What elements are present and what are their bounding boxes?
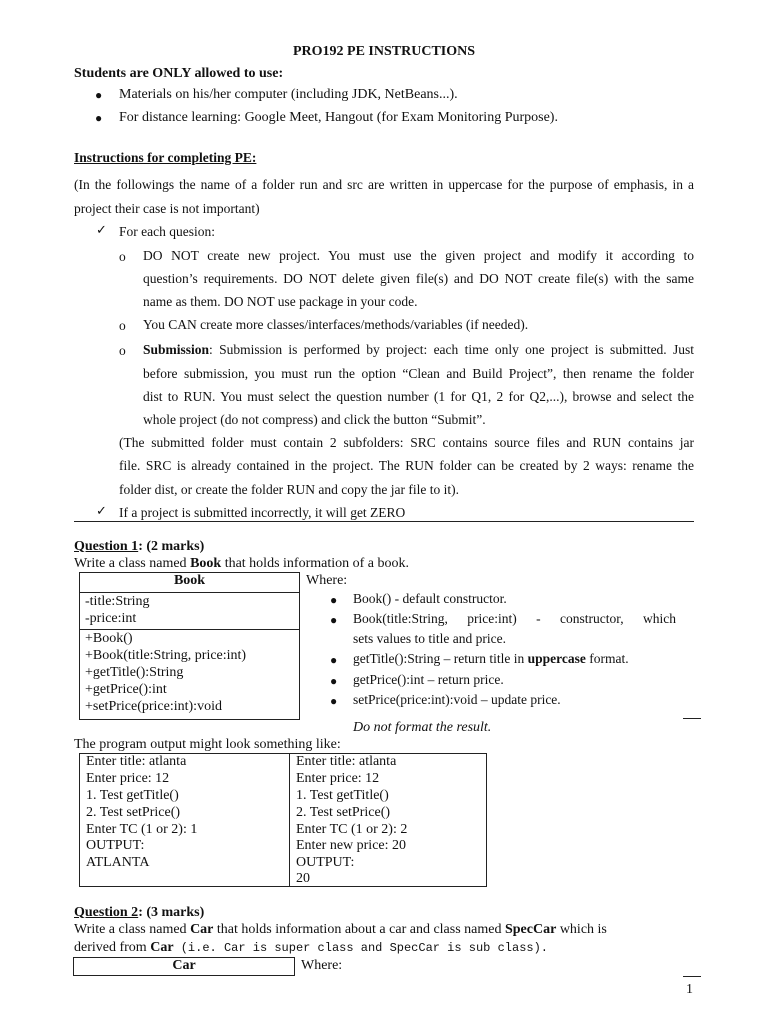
q1-marks: : (2 marks): [138, 539, 205, 554]
submission-line: [143, 342, 694, 358]
sub-item-line: DO NOT create new project. You must use the given project and modify it according to: [143, 248, 694, 263]
output-left-line: Enter TC (1 or 2): 1: [86, 822, 198, 837]
allowed-item: For distance learning: Google Meet, Hangout (for Exam Monitoring Purpose).: [119, 110, 558, 125]
sub-bullet-icon: o: [119, 343, 126, 358]
checkmark-icon: ✓: [96, 222, 107, 237]
output-left-line: OUTPUT:: [86, 838, 145, 853]
q1-desc-text: that holds information of a book.: [221, 556, 409, 571]
q1-note: Do not format the result.: [353, 720, 492, 735]
uml-class-name: Car: [172, 958, 196, 973]
bullet-icon: ●: [330, 674, 338, 688]
where-item: [353, 651, 629, 667]
q2-class-name: Car: [190, 922, 214, 937]
output-right-line: Enter TC (1 or 2): 2: [296, 822, 408, 837]
bullet-icon: ●: [330, 694, 338, 708]
where-text: format.: [585, 651, 629, 666]
uml-class-name: Book: [173, 573, 206, 588]
q2-mono-text: (i.e. Car is super class and SpecCar is sub class).: [173, 941, 548, 955]
where-text: getTitle():String – return title in: [353, 651, 528, 666]
where-emphasis: uppercase: [527, 651, 586, 666]
page-title: PRO192 PE INSTRUCTIONS: [292, 44, 476, 59]
sub-bullet-icon: o: [119, 249, 126, 264]
q2-text: that holds information about a car and class named: [216, 922, 502, 937]
uml-method: +Book(): [85, 631, 133, 646]
uml-divider: [79, 629, 300, 630]
uml-method: +Book(title:String, price:int): [85, 648, 247, 663]
q2-text: Write a class named: [74, 922, 187, 937]
check-item: If a project is submitted incorrectly, it will get ZERO: [119, 505, 406, 520]
checkmark-icon: ✓: [96, 503, 107, 518]
q2-label: Question 2: [74, 905, 139, 920]
sub-item-line: name as them. DO NOT use package in your code.: [143, 294, 418, 309]
output-left-line: 2. Test setPrice(): [86, 805, 181, 820]
intro-line: (In the followings the name of a folder run and src are written in uppercase for the purpose of emphasis, in a: [74, 177, 694, 192]
output-left-line: 1. Test getTitle(): [86, 788, 179, 803]
output-left-line: Enter title: atlanta: [86, 754, 187, 769]
bullet-icon: ●: [330, 613, 338, 627]
check-item: For each quesion:: [119, 224, 215, 239]
note-line: folder dist, or create the folder RUN and copy the jar file to it).: [119, 482, 460, 497]
q1-label: Question 1: [74, 539, 139, 554]
note-line: (The submitted folder must contain 2 subfolders: SRC contains source files and RUN contains jar: [119, 435, 694, 450]
sub-bullet-icon: o: [119, 318, 126, 333]
output-right-line: 20: [296, 871, 310, 886]
footer-rule: [683, 976, 701, 977]
sub-item-line: You CAN create more classes/interfaces/methods/variables (if needed).: [143, 317, 529, 332]
q2-description-line1: [74, 922, 691, 938]
q2-text: derived from: [74, 940, 151, 955]
bullet-icon: ●: [95, 111, 103, 125]
page-number: 1: [686, 982, 693, 997]
q2-heading: [74, 905, 204, 921]
q2-class-name: SpecCar: [504, 922, 557, 937]
uml-field: -price:int: [85, 611, 137, 626]
q2-text: which is: [559, 922, 607, 937]
q2-marks: : (3 marks): [138, 905, 205, 920]
uml-divider: [79, 592, 300, 593]
where-item: setPrice(price:int):void – update price.: [353, 692, 561, 707]
output-right-line: 1. Test getTitle(): [296, 788, 389, 803]
where-item: sets values to title and price.: [353, 631, 506, 646]
uml-method: +getPrice():int: [85, 682, 167, 697]
where-item: getPrice():int – return price.: [353, 672, 504, 687]
section-divider: [74, 521, 694, 522]
q1-heading: [74, 539, 204, 555]
where-label: Where:: [301, 958, 343, 973]
uml-method: +setPrice(price:int):void: [85, 699, 222, 714]
output-table-divider: [289, 753, 290, 887]
output-right-line: Enter title: atlanta: [296, 754, 397, 769]
sub-item-line: : Submission is performed by project: each time only one project is submitted. Just: [209, 342, 694, 357]
output-right-line: OUTPUT:: [296, 855, 355, 870]
sub-item-line: dist to RUN. You must select the question number (1 for Q1, 2 for Q2,...), browse and select the: [143, 389, 694, 404]
intro-line: project their case is not important): [74, 201, 260, 216]
sub-item-line: before submission, you must run the option “Clean and Build Project”, then rename the folder: [143, 366, 694, 381]
where-item: Book() - default constructor.: [353, 591, 507, 606]
sub-item-line: whole project (do not compress) and click the button “Submit”.: [143, 412, 486, 427]
output-left-line: ATLANTA: [86, 855, 150, 870]
allowed-heading: Students are ONLY allowed to use:: [74, 66, 284, 81]
where-item: Book(title:String, price:int) - constructor, which: [353, 611, 676, 626]
where-label: Where:: [306, 573, 348, 588]
output-right-line: Enter price: 12: [296, 771, 380, 786]
bullet-icon: ●: [330, 653, 338, 667]
instructions-heading: Instructions for completing PE:: [74, 150, 257, 165]
q1-class-name: Book: [190, 556, 222, 571]
q2-description-line2: [74, 940, 548, 956]
allowed-item: Materials on his/her computer (including JDK, NetBeans...).: [119, 87, 458, 102]
output-intro: The program output might look something like:: [74, 737, 341, 752]
sub-item-line: question’s requirements. DO NOT delete given file(s) and DO NOT create file(s) with the same: [143, 271, 694, 286]
bullet-icon: ●: [330, 593, 338, 607]
uml-method: +getTitle():String: [85, 665, 184, 680]
q2-class-name: Car: [150, 940, 174, 955]
output-right-line: 2. Test setPrice(): [296, 805, 391, 820]
q1-description: [74, 556, 409, 572]
submission-label: Submission: [143, 342, 210, 357]
margin-mark: [683, 718, 701, 719]
uml-field: -title:String: [85, 594, 150, 609]
q1-desc-text: Write a class named: [74, 556, 191, 571]
output-left-line: Enter price: 12: [86, 771, 170, 786]
output-right-line: Enter new price: 20: [296, 838, 407, 853]
note-line: file. SRC is already contained in the project. The RUN folder can be created by 2 ways: rename the: [119, 458, 694, 473]
bullet-icon: ●: [95, 88, 103, 102]
